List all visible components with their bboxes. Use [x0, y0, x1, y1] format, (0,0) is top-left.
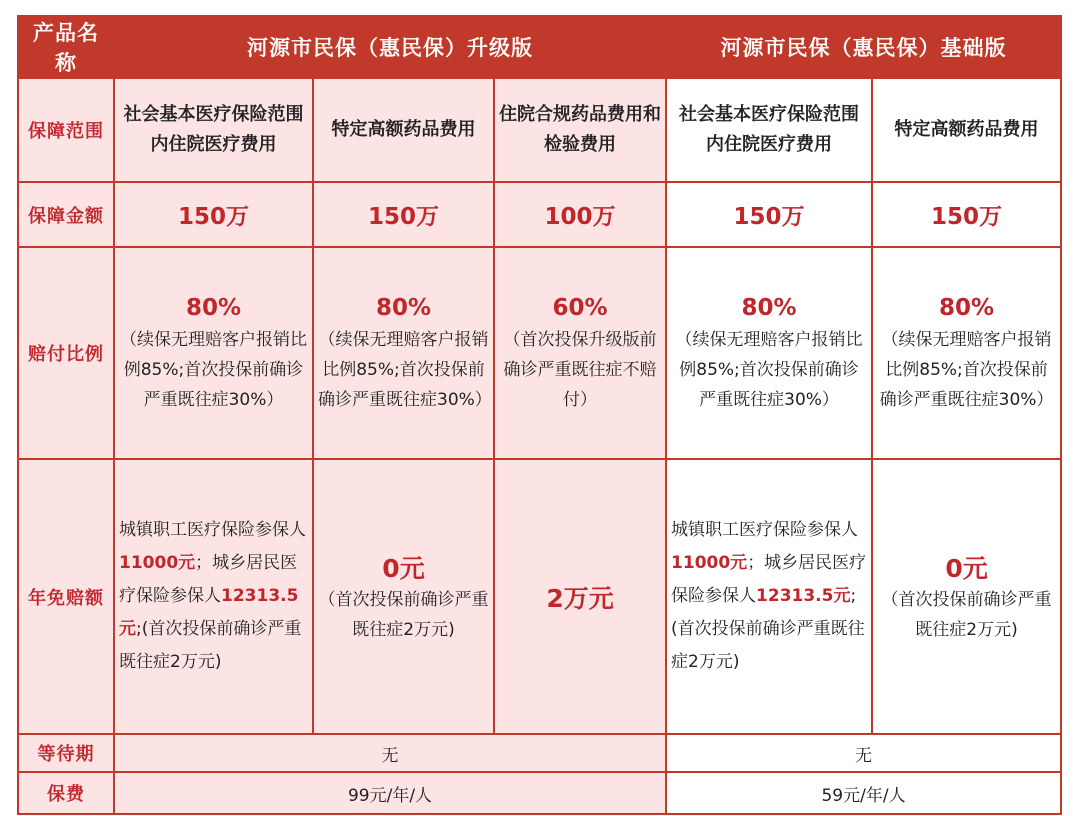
ratio-note: （续保无理赔客户报销比例85%;首次投保前确诊严重既往症30%）	[675, 330, 863, 410]
upgrade-deductible-1	[114, 459, 313, 734]
ratio-percent: 60%	[552, 295, 608, 321]
deductible-amount: 11000元	[119, 553, 196, 573]
ratio-note: （续保无理赔客户报销比例85%;首次投保前确诊严重既往症30%）	[318, 330, 492, 410]
upgrade-scope-1: 社会基本医疗保险范围内住院医疗费用	[114, 78, 313, 182]
basic-ratio-1	[666, 247, 872, 459]
upgrade-ratio-1	[114, 247, 313, 459]
deductible-zero: 0元	[382, 553, 425, 583]
scope-label: 保障范围	[18, 78, 114, 182]
upgrade-deductible-2	[313, 459, 494, 734]
deductible-amount: 12313.5元	[119, 586, 299, 639]
deductible-note: （首次投保前确诊严重既往症2万元)	[318, 589, 489, 640]
upgrade-ratio-2	[313, 247, 494, 459]
basic-amount-2: 150万	[872, 182, 1061, 247]
upgrade-scope-2: 特定高额药品费用	[313, 78, 494, 182]
ratio-note: （首次投保升级版前确诊严重既往症不赔付）	[503, 330, 657, 410]
upgrade-deductible-3: 2万元	[494, 459, 666, 734]
basic-scope-2: 特定高额药品费用	[872, 78, 1061, 182]
ratio-label: 赔付比例	[18, 247, 114, 459]
basic-waiting: 无	[666, 734, 1061, 772]
comparison-table	[17, 15, 1062, 815]
deductible-amount: 11000元	[671, 553, 748, 573]
basic-amount-1: 150万	[666, 182, 872, 247]
ratio-percent: 80%	[375, 295, 432, 321]
ratio-percent: 80%	[741, 295, 797, 321]
deductible-amount: 12313.5元	[756, 586, 851, 606]
product-name-label: 产品名称	[18, 16, 114, 78]
deductible-zero: 0元	[945, 553, 988, 583]
basic-premium: 59元/年/人	[666, 772, 1061, 814]
ratio-percent: 80%	[185, 295, 242, 321]
deductible-row	[18, 459, 1061, 734]
header-row	[18, 16, 1061, 78]
amount-row	[18, 182, 1061, 247]
upgrade-waiting: 无	[114, 734, 666, 772]
deductible-text: ；城乡居民医疗保险参保人	[119, 553, 298, 606]
upgrade-amount-1: 150万	[114, 182, 313, 247]
comparison-table-wrap	[17, 15, 1062, 815]
premium-label: 保费	[18, 772, 114, 814]
ratio-note: （续保无理赔客户报销比例85%;首次投保前确诊严重既往症30%）	[879, 330, 1054, 410]
ratio-row	[18, 247, 1061, 459]
upgrade-ratio-3	[494, 247, 666, 459]
basic-ratio-2	[872, 247, 1061, 459]
basic-scope-1: 社会基本医疗保险范围内住院医疗费用	[666, 78, 872, 182]
deductible-text: 城镇职工医疗保险参保人	[119, 520, 306, 540]
amount-label: 保障金额	[18, 182, 114, 247]
upgrade-amount-2: 150万	[313, 182, 494, 247]
deductible-note: （首次投保前确诊严重既往症2万元)	[881, 589, 1052, 640]
upgrade-premium: 99元/年/人	[114, 772, 666, 814]
upgrade-amount-3: 100万	[494, 182, 666, 247]
ratio-note: （续保无理赔客户报销比例85%;首次投保前确诊严重既往症30%）	[120, 330, 307, 410]
basic-title: 河源市民保（惠民保）基础版	[666, 16, 1061, 78]
deductible-text: ;(首次投保前确诊严重既往症2万元)	[119, 619, 302, 672]
waiting-row	[18, 734, 1061, 772]
deductible-text: ；城乡居民医疗保险参保人	[671, 553, 867, 606]
upgrade-title: 河源市民保（惠民保）升级版	[114, 16, 666, 78]
scope-row	[18, 78, 1061, 182]
basic-deductible-1	[666, 459, 872, 734]
upgrade-scope-3: 住院合规药品费用和检验费用	[494, 78, 666, 182]
basic-deductible-2	[872, 459, 1061, 734]
waiting-label: 等待期	[18, 734, 114, 772]
ratio-percent: 80%	[939, 295, 995, 321]
deductible-text: ;(首次投保前确诊严重既往症2万元)	[671, 586, 865, 672]
deductible-label: 年免赔额	[18, 459, 114, 734]
deductible-text: 城镇职工医疗保险参保人	[671, 520, 859, 540]
premium-row	[18, 772, 1061, 814]
